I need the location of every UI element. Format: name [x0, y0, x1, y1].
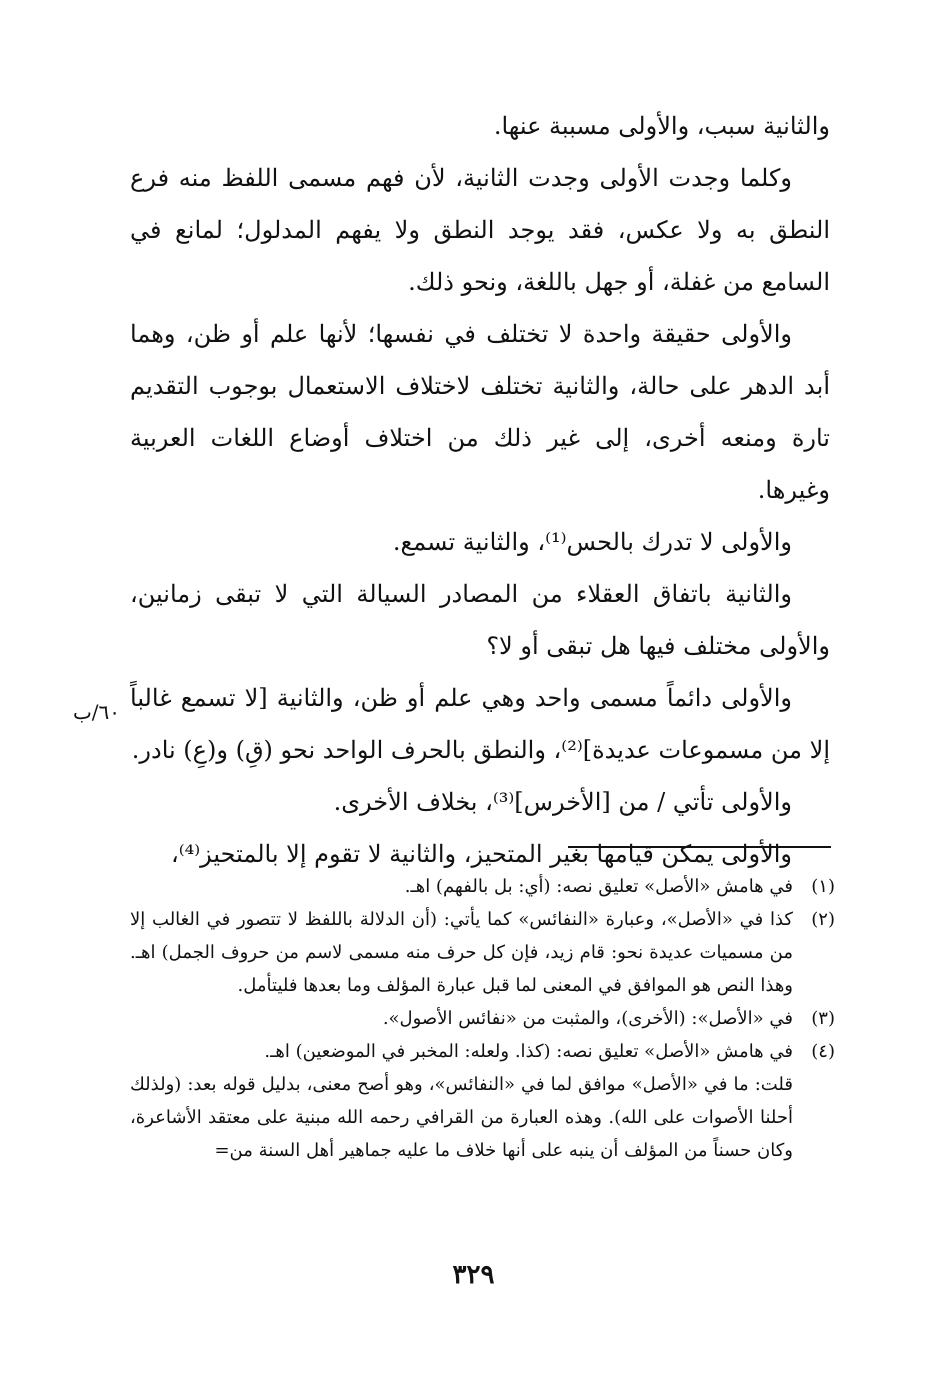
footnote-line: قلت: ما في «الأصل» موافق لما في «النفائس»، وهو أصح معنى، بدليل قوله بعد: (ولذلك أحلنا الأصوات على الله). وهذه العبارة من القرافي رحمه الله مبنية على معتقد الأشاعرة، وكان حسناً من المؤلف أن ينبه على أنها خلاف ما عليه جماهير أهل السنة من=	[130, 1074, 793, 1161]
footnote-text	[130, 903, 793, 1002]
body-paragraph: والأولى حقيقة واحدة لا تختلف في نفسها؛ لأنها علم أو ظن، وهما أبد الدهر على حالة، والثانية تختلف لاختلاف الاستعمال بوجوب التقديم تارة ومنعه أخرى، إلى غير ذلك من اختلاف أوضاع اللغات العربية وغيرها.	[130, 320, 830, 504]
body-paragraph: وكلما وجدت الأولى وجدت الثانية، لأن فهم مسمى اللفظ منه فرع النطق به ولا عكس، فقد يوجد النطق ولا يفهم المدلول؛ لمانع في السامع من غفلة، أو جهل باللغة، ونحو ذلك.	[130, 164, 830, 296]
footnote-3	[130, 1002, 835, 1035]
footnote-line: كذا في «الأصل»، وعبارة «النفائس» كما يأتي: (أن الدلالة باللفظ لا تتصور في الغالب إلا من مسميات عديدة نحو: قام زيد، فإن كل حرف منه مسمى لاسم من حروف الجمل) اهـ. وهذا النص هو الموافق في المعنى لما قبل عبارة المؤلف وما بعدها فليتأمل.	[130, 909, 793, 996]
footnote-divider	[568, 846, 831, 848]
footnote-number: (٣)	[811, 1008, 835, 1029]
body-paragraph: والأولى لا تدرك بالحس⁽¹⁾، والثانية تسمع.	[392, 528, 792, 556]
footnote-text	[130, 1002, 793, 1035]
footnote-4	[130, 1035, 835, 1167]
footnote-number: (١)	[811, 876, 835, 897]
body-paragraph: والأولى تأتي / من [الأخرس]⁽³⁾، بخلاف الأخرى.	[333, 788, 792, 816]
footnote-1	[130, 870, 835, 903]
body-paragraph: والأولى يمكن قيامها بغير المتحيز، والثانية لا تقوم إلا بالمتحيز⁽⁴⁾،	[170, 840, 792, 868]
footnote-line: في هامش «الأصل» تعليق نصه: (أي: بل بالفهم) اهـ.	[404, 876, 793, 897]
body-paragraph: والأولى دائماً مسمى واحد وهي علم أو ظن، والثانية [لا تسمع غالباً إلا من مسموعات عديدة]⁽²⁾، والنطق بالحرف الواحد نحو (قِ) و(عِ) نادر.	[130, 684, 830, 764]
footnote-number: (٢)	[811, 909, 835, 930]
body-paragraph: والثانية سبب، والأولى مسببة عنها.	[493, 112, 830, 140]
footnote-text	[130, 870, 793, 903]
main-text-body	[130, 100, 830, 880]
footnotes-section	[130, 870, 835, 1167]
margin-folio-note: ٦٠/ب	[72, 700, 120, 724]
footnote-number: (٤)	[811, 1041, 835, 1062]
footnote-line: في هامش «الأصل» تعليق نصه: (كذا. ولعله: المخبر في الموضعين) اهـ.	[264, 1041, 793, 1062]
footnote-text	[130, 1035, 793, 1167]
footnote-line: في «الأصل»: (الأخرى)، والمثبت من «نفائس الأصول».	[382, 1008, 793, 1029]
page-number: ٣٢٩	[452, 1260, 495, 1290]
body-paragraph: والثانية باتفاق العقلاء من المصادر السيالة التي لا تبقى زمانين، والأولى مختلف فيها هل تبقى أو لا؟	[130, 580, 830, 660]
footnote-2	[130, 903, 835, 1002]
